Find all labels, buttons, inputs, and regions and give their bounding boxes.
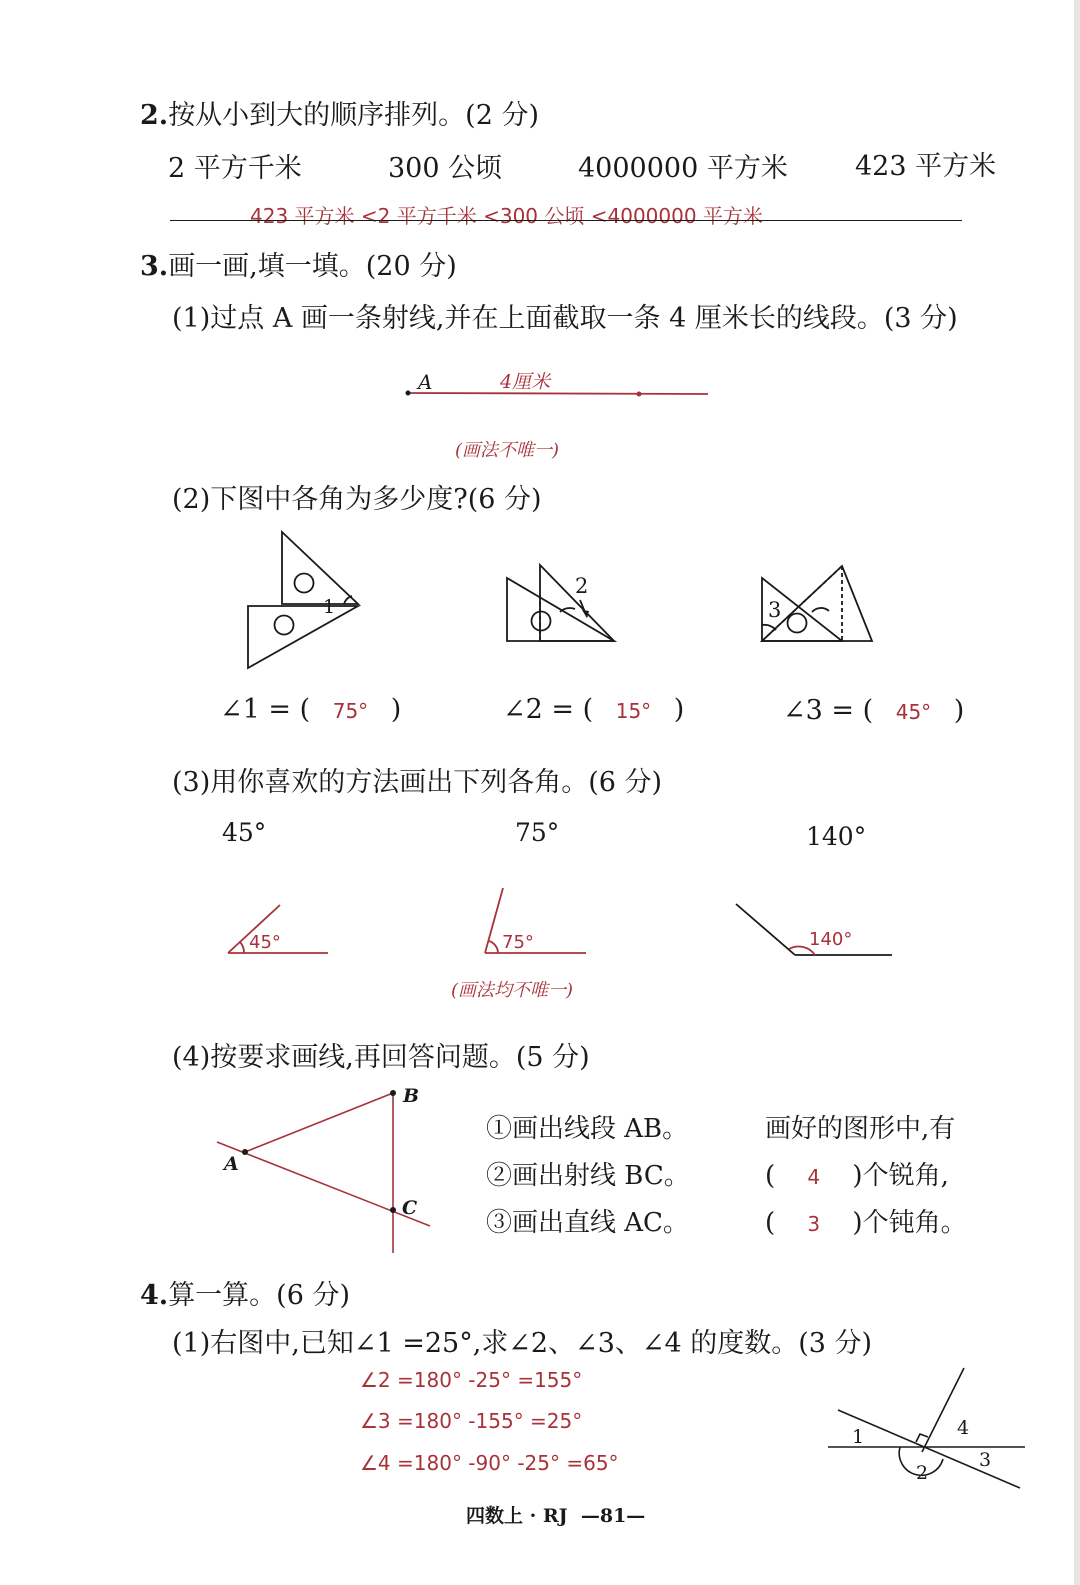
q3-p1-note: (画法不唯一) <box>455 440 560 461</box>
q3-p4-point-b: B <box>403 1085 420 1107</box>
angle-3-answer: 45° <box>895 700 932 724</box>
angle-2-label: ∠2 = ( <box>503 694 594 725</box>
q3-p4-title: (4)按要求画线,再回答问题。(5 分) <box>172 1042 590 1073</box>
q3-p4-acute <box>765 1155 949 1192</box>
q3-p3-drawn-140: 140° <box>809 929 853 950</box>
q3-p3-title: (3)用你喜欢的方法画出下列各角。(6 分) <box>172 767 663 798</box>
q4-heading <box>140 1273 350 1312</box>
obtuse-open: ( <box>765 1208 776 1238</box>
q3-p4-step-3: ③画出直线 AC。 <box>486 1208 689 1238</box>
obtuse-close: )个钝角。 <box>852 1208 967 1238</box>
angle-2-close: ) <box>673 694 685 725</box>
angle-3-label: ∠3 = ( <box>783 695 874 726</box>
q2-answer: 423 平方米 <2 平方千米 <300 公顷 <4000000 平方米 <box>250 204 763 228</box>
q2-title: 按从小到大的顺序排列。(2 分) <box>168 100 540 131</box>
q3-p4-figure <box>217 1090 430 1253</box>
q2-item-4: 423 平方米 <box>855 151 997 182</box>
q4-p1-title: (1)右图中,已知∠1 =25°,求∠2、∠3、∠4 的度数。(3 分) <box>172 1328 873 1359</box>
q3-p2-angle-1 <box>220 694 401 725</box>
q4-number: 4. <box>140 1280 169 1311</box>
q3-p3-target-45: 45° <box>222 818 267 847</box>
q3-p2-mark-2: 2 <box>575 574 589 598</box>
q3-p2-angle-3 <box>783 695 964 726</box>
q3-p4-step-1: ①画出线段 AB。 <box>486 1114 689 1144</box>
q3-p4-point-a: A <box>224 1153 239 1175</box>
q3-p2-angle-2 <box>503 694 684 725</box>
q3-p2-mark-3: 3 <box>768 598 782 622</box>
angle-1-label: ∠1 = ( <box>220 694 311 725</box>
q2-item-2: 300 公顷 <box>388 153 503 184</box>
q3-p3-drawn-75: 75° <box>502 932 534 953</box>
page-footer: 四数上 · RJ —81— <box>466 1505 646 1527</box>
obtuse-answer: 3 <box>807 1212 821 1236</box>
q4-work-1: ∠2 =180° -25° =155° <box>360 1368 583 1392</box>
q3-p1-ray <box>406 391 709 397</box>
q3-p3-drawn-45: 45° <box>249 932 281 953</box>
q3-p3-target-140: 140° <box>806 822 867 851</box>
q3-p1-point-a: A <box>418 370 433 394</box>
q3-title: 画一画,填一填。(20 分) <box>168 251 457 282</box>
q3-p4-obtuse <box>765 1202 967 1239</box>
q4-work-3: ∠4 =180° -90° -25° =65° <box>360 1451 619 1475</box>
angle-3-close: ) <box>953 695 965 726</box>
q3-p4-point-c: C <box>402 1197 418 1219</box>
q2-item-3: 4000000 平方米 <box>578 153 788 184</box>
q2-number: 2. <box>140 100 169 131</box>
q4-figure-label-1: 1 <box>852 1426 865 1448</box>
q3-p1-title: (1)过点 A 画一条射线,并在上面截取一条 4 厘米长的线段。(3 分) <box>172 303 958 334</box>
q4-title: 算一算。(6 分) <box>168 1280 351 1311</box>
angle-1-close: ) <box>390 694 402 725</box>
q4-figure-label-4: 4 <box>957 1417 970 1439</box>
q3-p3-angle-75 <box>485 888 586 953</box>
q3-p2-figure-2 <box>507 565 614 641</box>
q3-p2-figure-1 <box>248 532 358 668</box>
q3-p1-length-label: 4厘米 <box>500 371 551 393</box>
angle-1-answer: 75° <box>332 699 369 723</box>
q2-item-1: 2 平方千米 <box>168 153 302 184</box>
q4-work-2: ∠3 =180° -155° =25° <box>360 1409 583 1433</box>
q3-p2-title: (2)下图中各角为多少度?(6 分) <box>172 484 542 515</box>
q3-p3-note: (画法均不唯一) <box>451 980 574 1001</box>
q3-p2-mark-1: 1 <box>323 596 336 618</box>
q3-number: 3. <box>140 251 169 282</box>
acute-answer: 4 <box>807 1165 821 1189</box>
q4-figure-label-2: 2 <box>916 1462 929 1484</box>
q3-p4-step-2: ②画出射线 BC。 <box>486 1161 690 1191</box>
q3-p3-target-75: 75° <box>515 818 560 847</box>
q3-p4-question: 画好的图形中,有 <box>765 1114 956 1144</box>
acute-open: ( <box>765 1161 776 1191</box>
angle-2-answer: 15° <box>615 699 652 723</box>
acute-close: )个锐角, <box>852 1161 949 1191</box>
q4-figure-label-3: 3 <box>979 1449 992 1471</box>
